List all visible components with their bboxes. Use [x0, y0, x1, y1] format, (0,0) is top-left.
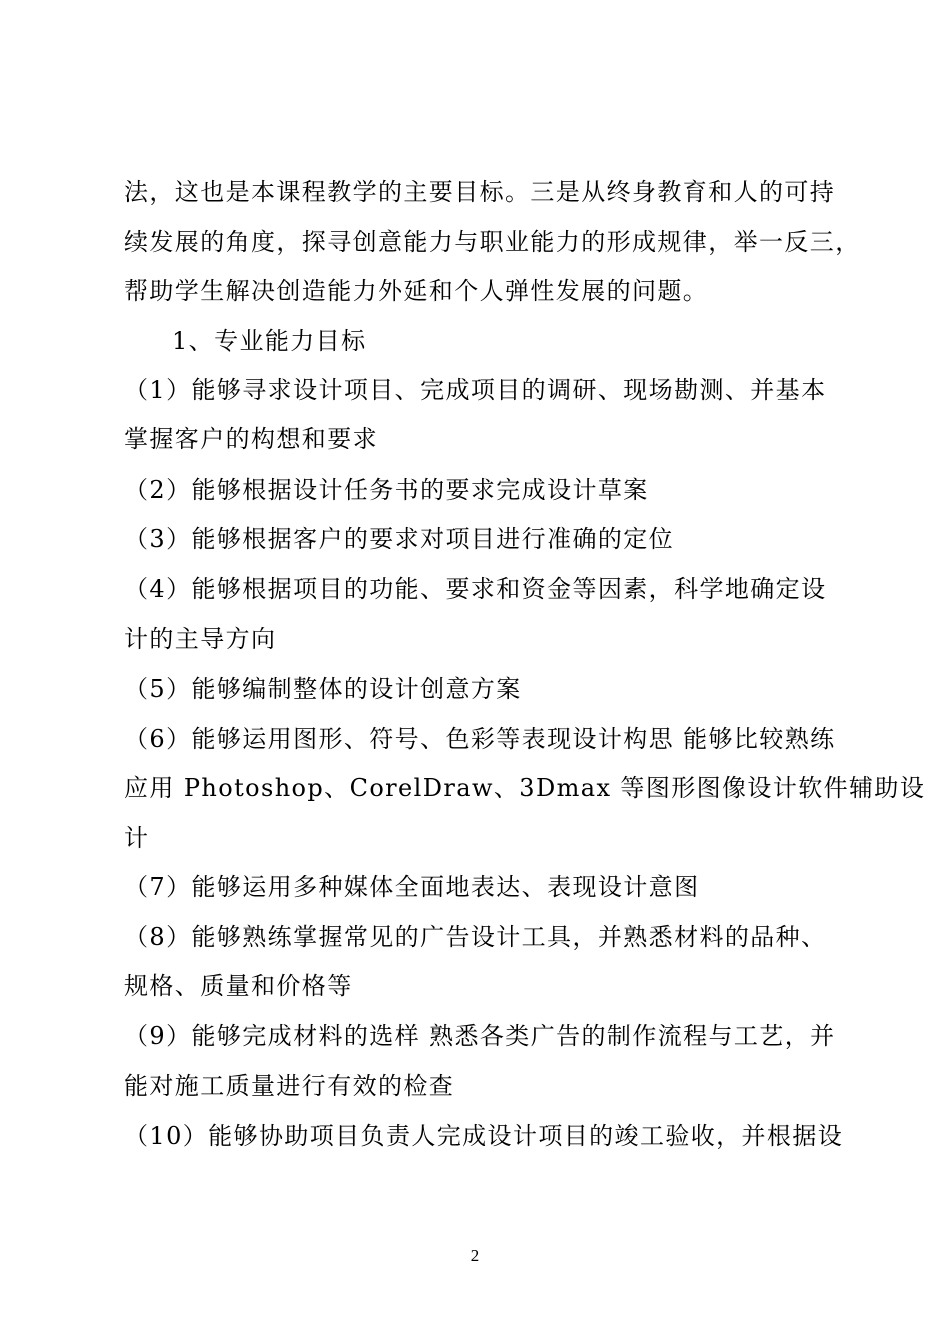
paragraph-line-2: 续发展的角度，探寻创意能力与职业能力的形成规律，举一反三，	[124, 228, 861, 256]
list-item-4-line-1: （4）能够根据项目的功能、要求和资金等因素，科学地确定设	[124, 575, 827, 603]
list-item-5-line-1: （5）能够编制整体的设计创意方案	[124, 675, 522, 703]
list-item-6-line-1: （6）能够运用图形、符号、色彩等表现设计构思 能够比较熟练	[124, 725, 836, 753]
page-number: 2	[470, 1246, 480, 1265]
paragraph-line-3: 帮助学生解决创造能力外延和个人弹性发展的问题。	[124, 277, 709, 305]
list-item-9-line-1: （9）能够完成材料的选样 熟悉各类广告的制作流程与工艺，并	[124, 1022, 836, 1050]
list-item-8-line-1: （8）能够熟练掌握常见的广告设计工具，并熟悉材料的品种、	[124, 923, 827, 951]
list-item-7-line-1: （7）能够运用多种媒体全面地表达、表现设计意图	[124, 873, 700, 901]
section-heading: 1、专业能力目标	[172, 327, 367, 355]
list-item-8-line-2: 规格、质量和价格等	[124, 972, 353, 1000]
list-item-3-line-1: （3）能够根据客户的要求对项目进行准确的定位	[124, 525, 675, 553]
list-item-10-line-1: （10）能够协助项目负责人完成设计项目的竣工验收，并根据设	[124, 1122, 844, 1150]
paragraph-line-1: 法，这也是本课程教学的主要目标。三是从终身教育和人的可持	[124, 178, 836, 206]
list-item-6-line-2: 应用 Photoshop、CorelDraw、3Dmax 等图形图像设计软件辅助设	[124, 774, 926, 802]
list-item-1-line-2: 掌握客户的构想和要求	[124, 425, 378, 453]
list-item-1-line-1: （1）能够寻求设计项目、完成项目的调研、现场勘测、并基本	[124, 376, 827, 404]
list-item-4-line-2: 计的主导方向	[124, 625, 277, 653]
list-item-2-line-1: （2）能够根据设计任务书的要求完成设计草案	[124, 476, 649, 504]
list-item-9-line-2: 能对施工质量进行有效的检查	[124, 1072, 455, 1100]
list-item-6-line-3: 计	[124, 824, 150, 852]
